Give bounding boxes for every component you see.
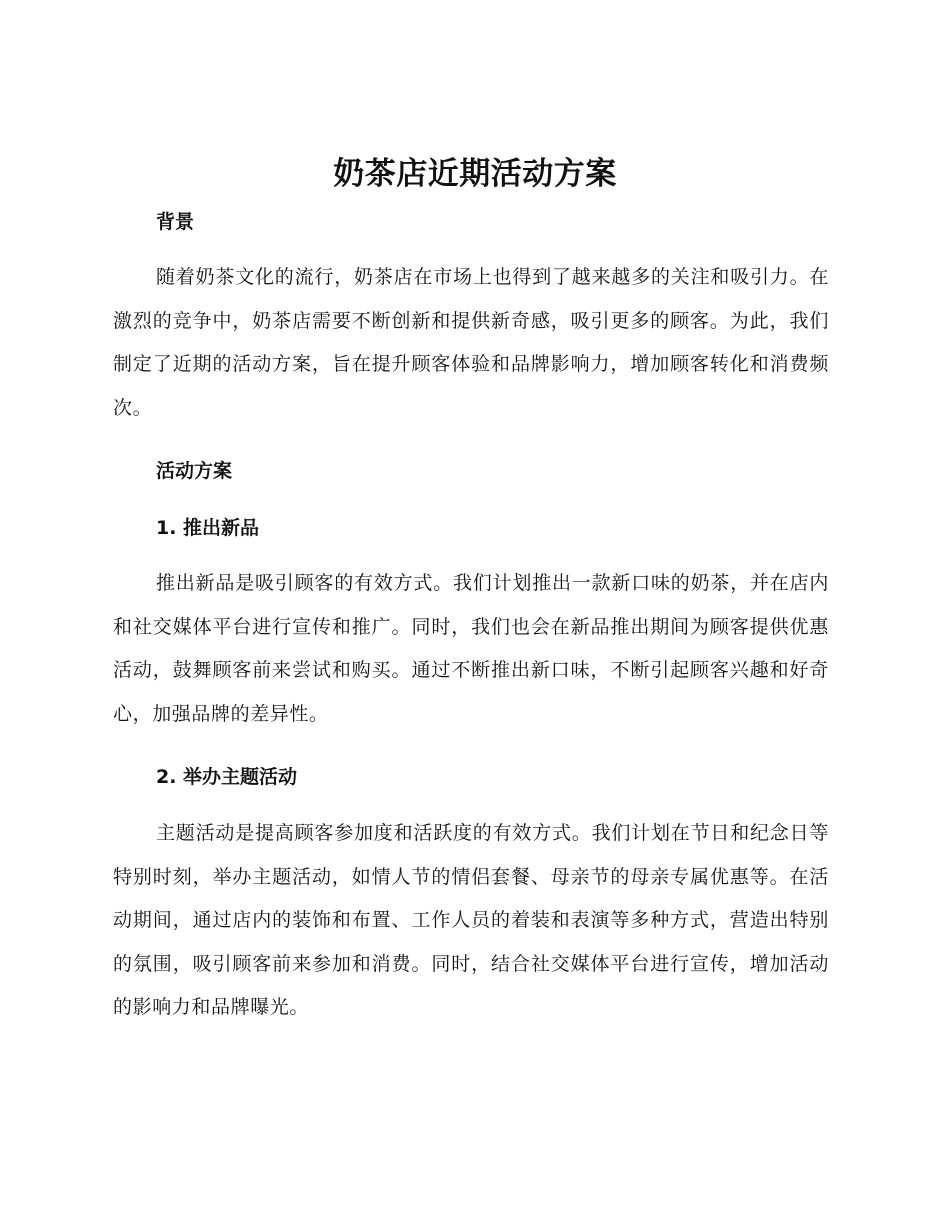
subsection-heading-theme-event: 2. 举办主题活动 (156, 766, 298, 788)
section-heading-plan: 活动方案 (156, 460, 233, 482)
subsection-paragraph-theme-event: 主题活动是提高顾客参加度和活跃度的有效方式。我们计划在节日和纪念日等特别时刻，举办主题活动，如情人节的情侣套餐、母亲节的母亲专属优惠等。在活动期间，通过店内的装饰和布置、工作人员的着装和表演等多种方式，营造出特别的氛围，吸引顾客前来参加和消费。同时，结合社交媒体平台进行宣传，增加活动的影响力和品牌曝光。 (113, 822, 829, 1018)
subsection-heading-new-product: 1. 推出新品 (156, 517, 260, 539)
document-title: 奶茶店近期活动方案 (333, 156, 617, 192)
section-paragraph-background: 随着奶茶文化的流行，奶茶店在市场上也得到了越来越多的关注和吸引力。在激烈的竞争中，奶茶店需要不断创新和提供新奇感，吸引更多的顾客。为此，我们制定了近期的活动方案，旨在提升顾客体验和品牌影响力，增加顾客转化和消费频次。 (113, 266, 829, 419)
subsection-paragraph-new-product: 推出新品是吸引顾客的有效方式。我们计划推出一款新口味的奶茶，并在店内和社交媒体平台进行宣传和推广。同时，我们也会在新品推出期间为顾客提供优惠活动，鼓舞顾客前来尝试和购买。通过不断推出新口味，不断引起顾客兴趣和好奇心，加强品牌的差异性。 (113, 572, 829, 725)
section-heading-background: 背景 (156, 211, 195, 233)
